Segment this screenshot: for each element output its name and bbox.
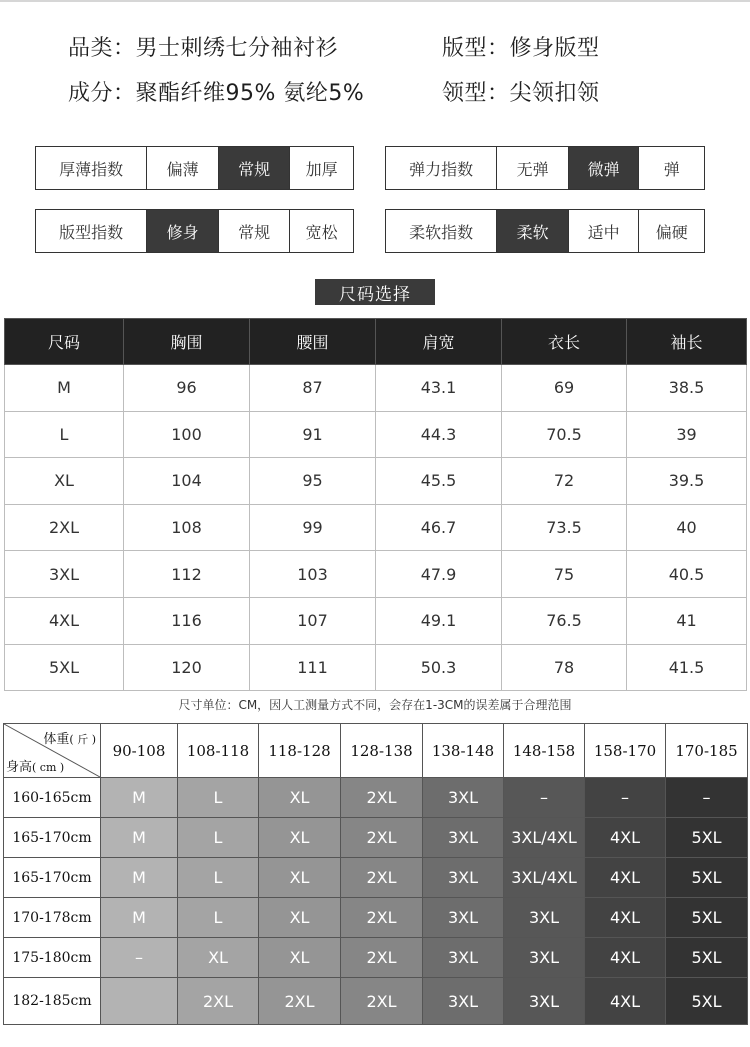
measurement-cell: 41.5 <box>627 644 747 691</box>
height-range-cell: 165-170cm <box>4 858 101 898</box>
corner-cell <box>4 724 101 778</box>
index-option: 弹 <box>663 159 680 179</box>
measurement-cell: 39 <box>627 411 747 458</box>
reference-header <box>4 724 748 778</box>
recommended-size-cell: – <box>585 778 666 818</box>
recommended-size-cell: 5XL <box>666 818 748 858</box>
height-range-cell: 160-165cm <box>4 778 101 818</box>
recommended-size-cell: 3XL <box>504 978 585 1025</box>
measurement-cell: 38.5 <box>627 365 747 412</box>
recommended-size-cell: L <box>178 778 259 818</box>
recommended-size-cell: XL <box>178 938 259 978</box>
height-range-cell: 182-185cm <box>4 978 101 1025</box>
top-divider <box>0 0 750 2</box>
reference-row <box>4 898 748 938</box>
recommended-size-cell: 2XL <box>341 818 423 858</box>
size-row <box>5 365 747 412</box>
attr-fit: 版型：修身版型 <box>442 36 600 61</box>
size-row <box>5 551 747 598</box>
recommended-size-cell: 3XL <box>423 858 504 898</box>
measurement-cell: 39.5 <box>627 458 747 505</box>
index-option-selected: 微弹 <box>569 147 640 189</box>
header-size: 尺码 <box>5 319 124 365</box>
index-option-selected: 常规 <box>219 147 291 189</box>
size-row <box>5 411 747 458</box>
measurement-cell: 112 <box>124 551 250 598</box>
height-range-cell: 165-170cm <box>4 818 101 858</box>
recommended-size-cell: 4XL <box>585 898 666 938</box>
recommended-size-cell: 5XL <box>666 978 748 1025</box>
attr-category: 品类：男士刺绣七分袖衬衫 <box>68 36 339 61</box>
measurement-cell: 72 <box>502 458 627 505</box>
measurement-cell: 107 <box>250 597 376 644</box>
weight-range-header: 170-185 <box>666 724 748 778</box>
size-label-cell: XL <box>5 458 124 505</box>
size-row <box>5 504 747 551</box>
index-label: 弹力指数 <box>386 147 497 189</box>
index-option: 常规 <box>219 210 291 252</box>
index-option: 偏薄 <box>147 147 219 189</box>
fit-index <box>35 209 354 253</box>
reference-row <box>4 978 748 1025</box>
recommended-size-cell: 4XL <box>585 938 666 978</box>
recommended-size-cell: – <box>101 938 178 978</box>
recommended-size-cell: XL <box>259 818 341 858</box>
recommended-size-cell: 3XL <box>423 938 504 978</box>
recommended-size-cell: M <box>101 818 178 858</box>
attr-material: 成分：聚酯纤维95% 氨纶5% <box>68 81 365 106</box>
recommended-size-cell: 2XL <box>341 778 423 818</box>
size-label-cell: 5XL <box>5 644 124 691</box>
weight-range-header: 128-138 <box>341 724 423 778</box>
recommended-size-cell: 3XL <box>423 818 504 858</box>
index-label: 厚薄指数 <box>36 147 147 189</box>
size-row <box>5 597 747 644</box>
recommended-size-cell: XL <box>259 898 341 938</box>
weight-range-header: 90-108 <box>101 724 178 778</box>
measurement-cell: 120 <box>124 644 250 691</box>
size-label-cell: L <box>5 411 124 458</box>
measurement-cell: 41 <box>627 597 747 644</box>
recommended-size-cell <box>101 978 178 1025</box>
recommended-size-cell: – <box>666 778 748 818</box>
index-option: 宽松 <box>305 222 338 242</box>
thickness-index <box>35 146 354 190</box>
reference-row <box>4 938 748 978</box>
recommended-size-cell: 3XL <box>504 898 585 938</box>
size-section-title: 尺码选择 <box>315 279 435 305</box>
index-option: 加厚 <box>305 159 338 179</box>
recommended-size-cell: M <box>101 898 178 938</box>
header-length: 衣长 <box>502 319 627 365</box>
measurement-cell: 87 <box>250 365 376 412</box>
weight-range-header: 138-148 <box>423 724 504 778</box>
measurement-cell: 47.9 <box>376 551 502 598</box>
measurement-note: 尺寸单位：CM，因人工测量方式不同，会存在1-3CM的误差属于合理范围 <box>178 698 572 712</box>
weight-range-header: 118-128 <box>259 724 341 778</box>
measurement-cell: 69 <box>502 365 627 412</box>
measurement-cell: 99 <box>250 504 376 551</box>
softness-index <box>385 209 705 253</box>
recommended-size-cell: 5XL <box>666 898 748 938</box>
measurement-cell: 104 <box>124 458 250 505</box>
measurement-cell: 75 <box>502 551 627 598</box>
measurement-cell: 49.1 <box>376 597 502 644</box>
index-option: 无弹 <box>497 147 569 189</box>
measurement-cell: 45.5 <box>376 458 502 505</box>
recommended-size-cell: XL <box>259 778 341 818</box>
measurement-cell: 40 <box>627 504 747 551</box>
recommended-size-cell: 2XL <box>259 978 341 1025</box>
size-table-header <box>5 319 747 365</box>
recommended-size-cell: 3XL/4XL <box>504 858 585 898</box>
size-reference-table <box>3 723 748 1025</box>
measurement-cell: 43.1 <box>376 365 502 412</box>
size-label-cell: M <box>5 365 124 412</box>
index-option-selected: 柔软 <box>497 210 569 252</box>
header-shoulder: 肩宽 <box>376 319 502 365</box>
attr-collar: 领型：尖领扣领 <box>442 81 600 106</box>
weight-range-header: 148-158 <box>504 724 585 778</box>
height-range-cell: 175-180cm <box>4 938 101 978</box>
corner-weight: 体重( 斤 ) <box>43 732 96 747</box>
index-label: 柔软指数 <box>386 210 497 252</box>
recommended-size-cell: L <box>178 898 259 938</box>
measurement-cell: 46.7 <box>376 504 502 551</box>
size-row <box>5 458 747 505</box>
reference-row <box>4 778 748 818</box>
measurement-cell: 111 <box>250 644 376 691</box>
recommended-size-cell: 4XL <box>585 858 666 898</box>
measurement-cell: 96 <box>124 365 250 412</box>
recommended-size-cell: L <box>178 818 259 858</box>
recommended-size-cell: XL <box>259 858 341 898</box>
header-chest: 胸围 <box>124 319 250 365</box>
index-label: 版型指数 <box>36 210 147 252</box>
recommended-size-cell: 3XL/4XL <box>504 818 585 858</box>
recommended-size-cell: 3XL <box>423 978 504 1025</box>
measurement-cell: 76.5 <box>502 597 627 644</box>
size-label-cell: 2XL <box>5 504 124 551</box>
recommended-size-cell: M <box>101 858 178 898</box>
measurement-cell: 95 <box>250 458 376 505</box>
index-option: 偏硬 <box>655 222 688 242</box>
size-table <box>4 318 747 691</box>
recommended-size-cell: 4XL <box>585 818 666 858</box>
recommended-size-cell: 2XL <box>341 978 423 1025</box>
header-waist: 腰围 <box>250 319 376 365</box>
size-label-cell: 4XL <box>5 597 124 644</box>
recommended-size-cell: 2XL <box>341 938 423 978</box>
measurement-cell: 116 <box>124 597 250 644</box>
header-sleeve: 袖长 <box>627 319 747 365</box>
recommended-size-cell: M <box>101 778 178 818</box>
height-range-cell: 170-178cm <box>4 898 101 938</box>
index-option: 适中 <box>569 210 640 252</box>
recommended-size-cell: L <box>178 858 259 898</box>
measurement-cell: 103 <box>250 551 376 598</box>
measurement-cell: 40.5 <box>627 551 747 598</box>
recommended-size-cell: 5XL <box>666 858 748 898</box>
recommended-size-cell: 2XL <box>341 898 423 938</box>
measurement-cell: 44.3 <box>376 411 502 458</box>
recommended-size-cell: 2XL <box>341 858 423 898</box>
measurement-cell: 108 <box>124 504 250 551</box>
weight-range-header: 158-170 <box>585 724 666 778</box>
corner-height: 身高( cm ) <box>6 760 65 775</box>
recommended-size-cell: 3XL <box>423 898 504 938</box>
weight-range-header: 108-118 <box>178 724 259 778</box>
measurement-cell: 73.5 <box>502 504 627 551</box>
recommended-size-cell: – <box>504 778 585 818</box>
size-row <box>5 644 747 691</box>
measurement-cell: 91 <box>250 411 376 458</box>
measurement-cell: 50.3 <box>376 644 502 691</box>
measurement-cell: 70.5 <box>502 411 627 458</box>
elasticity-index <box>385 146 705 190</box>
recommended-size-cell: XL <box>259 938 341 978</box>
recommended-size-cell: 5XL <box>666 938 748 978</box>
recommended-size-cell: 3XL <box>423 778 504 818</box>
recommended-size-cell: 2XL <box>178 978 259 1025</box>
size-label-cell: 3XL <box>5 551 124 598</box>
recommended-size-cell: 4XL <box>585 978 666 1025</box>
measurement-cell: 100 <box>124 411 250 458</box>
recommended-size-cell: 3XL <box>504 938 585 978</box>
index-option-selected: 修身 <box>147 210 219 252</box>
reference-row <box>4 818 748 858</box>
reference-row <box>4 858 748 898</box>
measurement-cell: 78 <box>502 644 627 691</box>
